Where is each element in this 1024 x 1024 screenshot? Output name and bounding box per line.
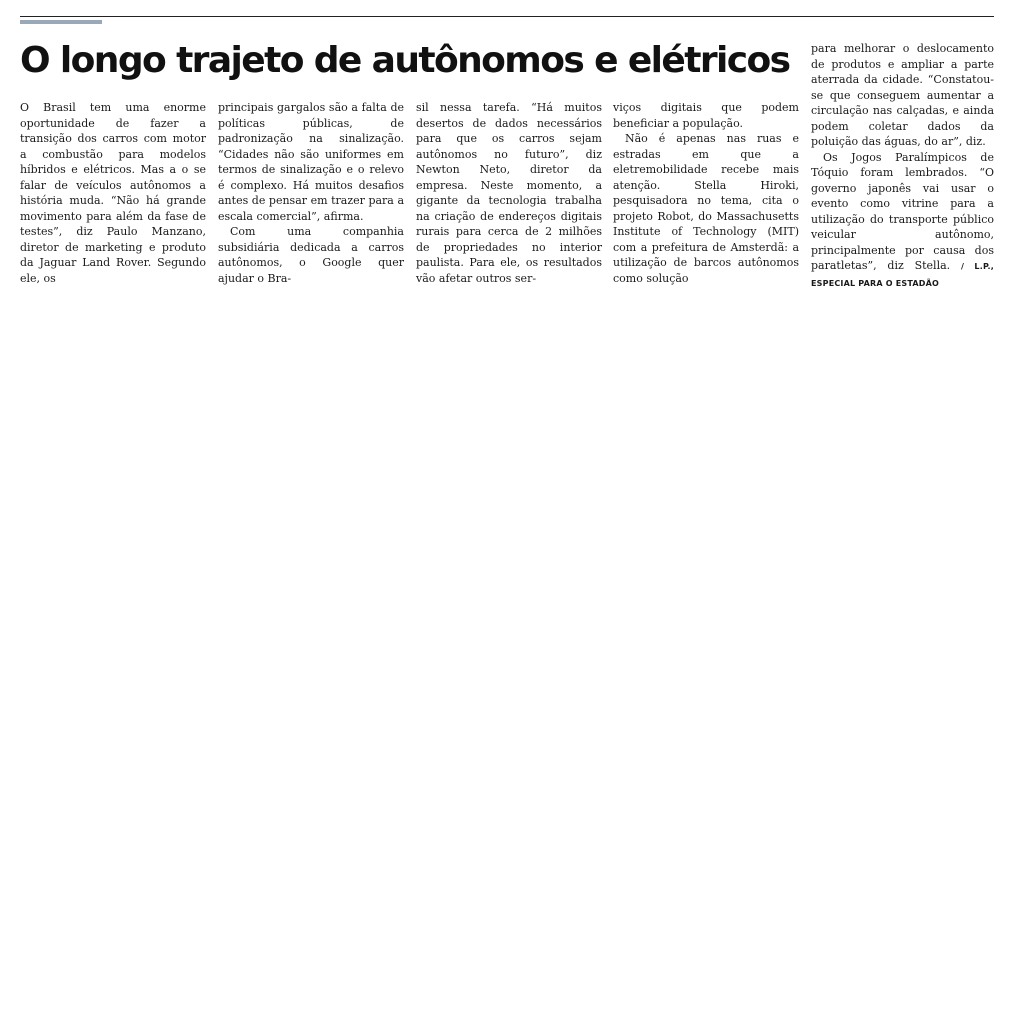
section-accent-bar bbox=[20, 20, 102, 24]
paragraph: Não é apenas nas ruas e estradas em que a eletremobilidade recebe mais atenção. Stella Hiroki, pesquisadora no tema, cita o projeto Robot, do Massachusetts Institute of Technology (MIT) com a prefeitura de Amsterdã: a utilização de barcos autônomos como solução bbox=[613, 132, 799, 285]
paragraph: principais gargalos são a falta de políticas públicas, de padronização na sinalização. “Cidades não são uniformes em termos de sinalização e o relevo é complexo. Há muitos desafios antes de pensar em trazer para a escala comercial”, afirma. bbox=[218, 101, 404, 223]
paragraph: Com uma companhia subsidiária dedicada a carros autônomos, o Google quer ajudar o Bra- bbox=[218, 225, 404, 285]
paragraph: sil nessa tarefa. “Há muitos desertos de dados necessários para que os carros sejam autônomos no futuro”, diz Newton Neto, diretor da empresa. Neste momento, a gigante da tecnologia trabalha na criação de endereços digitais rurais para cerca de 2 milhões de propriedades no interior paulista. Para ele, os resultados vão afetar outros ser- bbox=[416, 101, 602, 285]
top-rule bbox=[20, 16, 994, 17]
author-credit: / L.P., ESPECIAL PARA O ESTADÃO bbox=[811, 262, 995, 288]
article-column-4 bbox=[613, 100, 799, 286]
paragraph-with-credit bbox=[811, 150, 994, 292]
article-column-3 bbox=[416, 100, 602, 286]
paragraph: O Brasil tem uma enorme oportunidade de fazer a transição dos carros com motor a combustão para modelos híbridos e elétricos. Mas a o se falar de veículos autônomos a história muda. “Não há grande movimento para além da fase de testes”, diz Paulo Manzano, diretor de marketing e produto da Jaguar Land Rover. Segundo ele, os bbox=[20, 101, 206, 285]
headline: O longo trajeto de autônomos e elétricos bbox=[20, 40, 790, 81]
article-column-1 bbox=[20, 100, 206, 286]
article-column-2 bbox=[218, 100, 404, 286]
paragraph: Os Jogos Paralímpicos de Tóquio foram lembrados. “O governo japonês vai usar o evento como vitrine para a utilização do transporte público veicular autônomo, principalmente por causa dos paratletas”, diz Stella. bbox=[811, 150, 994, 272]
paragraph: viços digitais que podem beneficiar a população. bbox=[613, 101, 799, 130]
article-column-5 bbox=[811, 41, 994, 291]
paragraph: para melhorar o deslocamento de produtos e ampliar a parte aterrada da cidade. “Constatou-se que conseguem aumentar a circulação nas calçadas, e ainda podem coletar dados da poluição das águas, do ar”, diz. bbox=[811, 42, 994, 148]
